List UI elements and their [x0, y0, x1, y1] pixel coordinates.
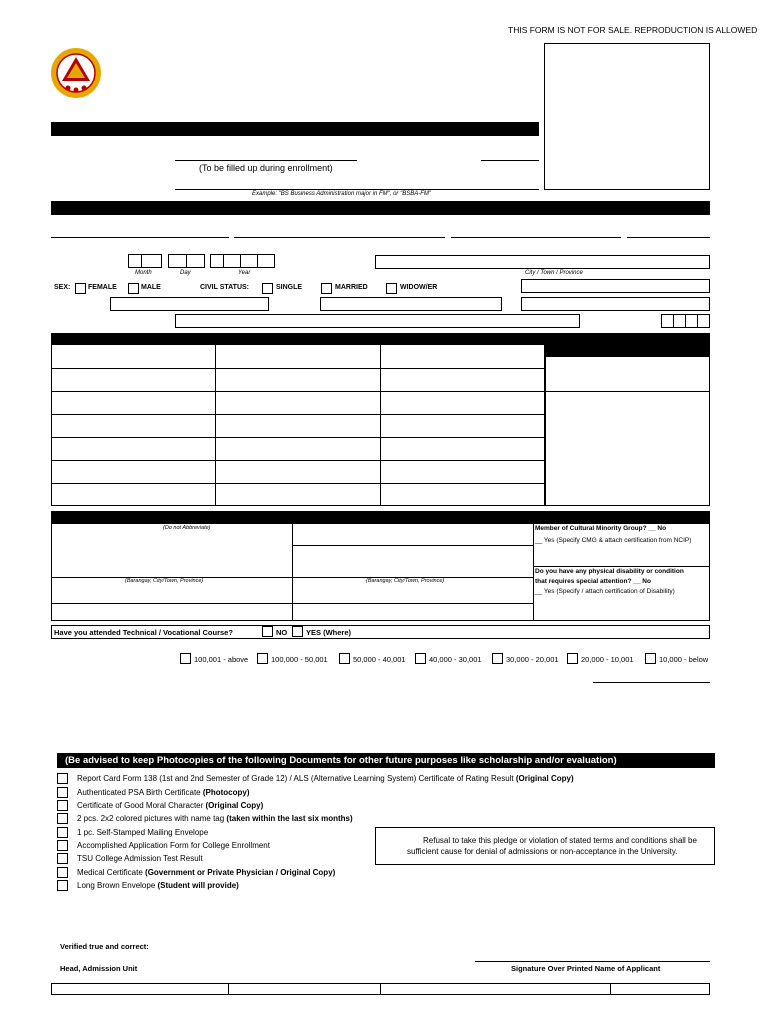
income-checkbox[interactable]: [257, 653, 268, 664]
section-bar-address: [51, 511, 710, 523]
income-label: 40,000 - 30,001: [429, 655, 482, 664]
technical-question: Have you attended Technical / Vocational Course?: [54, 628, 233, 637]
document-checkbox[interactable]: [57, 813, 68, 824]
day-box[interactable]: [168, 254, 187, 268]
disability-yes: __ Yes (Specify / attach certification of Disability): [535, 588, 675, 595]
year-label: Year: [238, 270, 251, 276]
technical-no-label: NO: [276, 628, 288, 637]
month-box[interactable]: [128, 254, 142, 268]
document-checkbox[interactable]: [57, 867, 68, 878]
technical-yes-checkbox[interactable]: [292, 626, 303, 637]
document-item: 1 pc. Self-Stamped Mailing Envelope: [77, 828, 209, 837]
month-label: Month: [135, 270, 152, 276]
pledge-box: [375, 827, 715, 865]
documents-banner-text: (Be advised to keep Photocopies of the following Documents for other future purposes like scholarship and/or evaluation): [65, 755, 617, 766]
document-item: Certificate of Good Moral Character (Original Copy): [77, 801, 264, 810]
day-box[interactable]: [186, 254, 205, 268]
disability-question: Do you have any physical disability or condition: [535, 568, 684, 575]
year-box[interactable]: [210, 254, 224, 268]
verified-label: Verified true and correct:: [60, 942, 149, 951]
birthplace-field[interactable]: [375, 255, 710, 269]
technical-yes-label: YES (Where): [306, 628, 352, 637]
brgy-hint: (Barangay, City/Town, Province): [125, 578, 204, 584]
married-label: MARRIED: [335, 284, 368, 291]
civil-status-label: CIVIL STATUS:: [200, 284, 249, 291]
document-item: Authenticated PSA Birth Certificate (Photocopy): [77, 788, 250, 797]
income-label: 50,000 - 40,001: [353, 655, 406, 664]
pledge-line: sufficient cause for denial of admissions or non-acceptance in the University.: [407, 847, 678, 856]
technical-no-checkbox[interactable]: [262, 626, 273, 637]
female-checkbox[interactable]: [75, 283, 86, 294]
signature-line[interactable]: [475, 961, 710, 962]
field-box[interactable]: [320, 297, 502, 311]
income-label: 20,000 - 10,001: [581, 655, 634, 664]
enrollment-note: (To be filled up during enrollment): [199, 163, 333, 173]
income-checkbox[interactable]: [567, 653, 578, 664]
side-table[interactable]: [545, 356, 710, 506]
section-bar-personal: [51, 201, 710, 215]
document-checkbox[interactable]: [57, 880, 68, 891]
month-box[interactable]: [141, 254, 162, 268]
field-box[interactable]: [521, 279, 710, 293]
name-field[interactable]: [451, 237, 621, 238]
digit-box[interactable]: [697, 314, 710, 328]
single-checkbox[interactable]: [262, 283, 273, 294]
brgy-hint: (Barangay, City/Town, Province): [366, 578, 445, 584]
university-logo: [50, 47, 102, 99]
do-not-abbreviate: (Do not Abbreviate): [163, 525, 211, 531]
signature-label: Signature Over Printed Name of Applicant: [511, 964, 661, 973]
income-label: 100,001 - above: [194, 655, 249, 664]
field-box[interactable]: [110, 297, 269, 311]
course-example: Example: "BS Business Administration major in FM", or "BSBA-FM": [252, 191, 432, 197]
document-item: Accomplished Application Form for College Enrollment: [77, 841, 270, 850]
widow-label: WIDOW/ER: [400, 284, 438, 291]
income-label: 100,000 - 50,001: [271, 655, 328, 664]
document-item: Report Card Form 138 (1st and 2nd Semester of Grade 12) / ALS (Alternative Learning System) Certificate of Rating Result (Original Copy): [77, 774, 574, 783]
field-box[interactable]: [175, 314, 580, 328]
birthplace-hint: City / Town / Province: [525, 270, 583, 276]
single-label: SINGLE: [276, 284, 303, 291]
income-checkbox[interactable]: [339, 653, 350, 664]
document-checkbox[interactable]: [57, 787, 68, 798]
year-box[interactable]: [240, 254, 258, 268]
field-box[interactable]: [521, 297, 710, 311]
widow-checkbox[interactable]: [386, 283, 397, 294]
income-checkbox[interactable]: [415, 653, 426, 664]
income-checkbox[interactable]: [645, 653, 656, 664]
income-checkbox[interactable]: [492, 653, 503, 664]
document-item: TSU College Admission Test Result: [77, 854, 203, 863]
disability-question: that requires special attention? __ No: [535, 578, 651, 585]
title-bar: [51, 122, 539, 136]
male-checkbox[interactable]: [128, 283, 139, 294]
section-bar-family: [51, 333, 710, 344]
year-box[interactable]: [223, 254, 241, 268]
married-checkbox[interactable]: [321, 283, 332, 294]
male-label: MALE: [141, 284, 161, 291]
photo-box[interactable]: [544, 43, 710, 190]
document-checkbox[interactable]: [57, 840, 68, 851]
document-checkbox[interactable]: [57, 827, 68, 838]
cultural-question: Member of Cultural Minority Group? __ No: [535, 525, 667, 532]
name-field[interactable]: [627, 237, 710, 238]
head-admission-label: Head, Admission Unit: [60, 964, 138, 973]
year-box[interactable]: [257, 254, 275, 268]
income-label: 10,000 - below: [659, 655, 709, 664]
pledge-line: Refusal to take this pledge or violation of stated terms and conditions shall be: [423, 836, 697, 845]
form-notice: THIS FORM IS NOT FOR SALE. REPRODUCTION IS ALLOWED: [508, 25, 758, 35]
document-checkbox[interactable]: [57, 800, 68, 811]
income-checkbox[interactable]: [180, 653, 191, 664]
document-checkbox[interactable]: [57, 773, 68, 784]
document-item: Medical Certificate (Government or Private Physician / Original Copy): [77, 868, 336, 877]
day-label: Day: [180, 270, 191, 276]
document-checkbox[interactable]: [57, 853, 68, 864]
income-label: 30,000 - 20,001: [506, 655, 559, 664]
name-field[interactable]: [234, 237, 445, 238]
document-item: 2 pcs. 2x2 colored pictures with name tag (taken within the last six months): [77, 814, 353, 823]
cultural-yes: __ Yes (Specify CMG & attach certification from NCIP): [535, 537, 692, 544]
sex-label: SEX:: [54, 284, 71, 291]
document-item: Long Brown Envelope (Student will provide): [77, 881, 239, 890]
female-label: FEMALE: [88, 284, 117, 291]
name-field[interactable]: [51, 237, 229, 238]
